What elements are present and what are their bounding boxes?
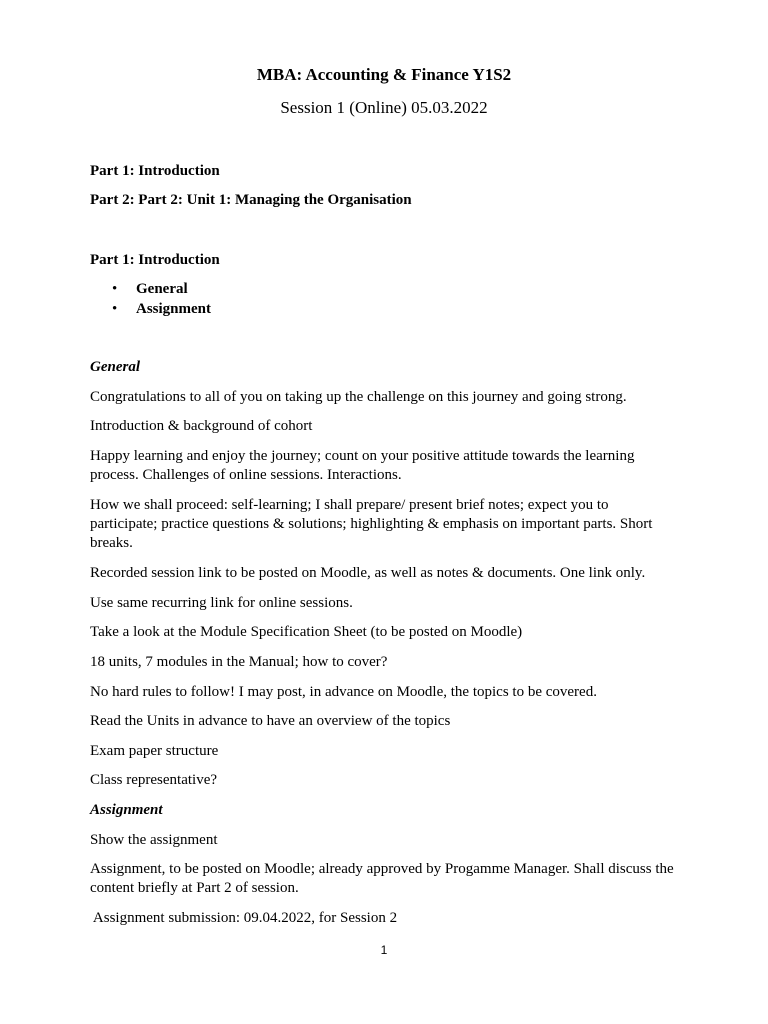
paragraph-line: content briefly at Part 2 of session. (90, 880, 299, 896)
paragraph-line: Class representative? (90, 772, 218, 788)
paragraph-line: Read the Units in advance to have an overview of the topics (90, 713, 451, 729)
paragraph-line: Introduction & background of cohort (90, 418, 313, 434)
assignment-heading: Assignment (90, 802, 163, 818)
paragraph-line: process. Challenges of online sessions. Interactions. (90, 467, 402, 483)
paragraph-line: Happy learning and enjoy the journey; count on your positive attitude towards the learning (90, 448, 635, 464)
paragraph-line: Show the assignment (90, 832, 218, 848)
paragraph-line: participate; practice questions & solutions; highlighting & emphasis on important parts. Short (90, 516, 653, 532)
document-title: MBA: Accounting & Finance Y1S2 (256, 65, 512, 84)
document-subtitle: Session 1 (Online) 05.03.2022 (280, 98, 488, 117)
paragraph-line: Use same recurring link for online sessions. (90, 595, 353, 611)
bullet-icon: • (112, 281, 118, 297)
paragraph-line: Recorded session link to be posted on Moodle, as well as notes & documents. One link only. (90, 565, 646, 581)
bullet-item-assignment (90, 300, 211, 320)
part1-heading: Part 1: Introduction (90, 252, 220, 268)
paragraph-line: breaks. (90, 535, 133, 551)
paragraph-line: Exam paper structure (90, 743, 219, 759)
bullet-label: Assignment (136, 300, 212, 317)
bullet-item-general (90, 280, 211, 300)
bullet-label: General (136, 281, 188, 297)
bullet-icon: • (112, 300, 118, 317)
page-number: 1 (380, 943, 388, 957)
paragraph-line: Congratulations to all of you on taking up the challenge on this journey and going strong. (90, 389, 627, 405)
paragraph-line: 18 units, 7 modules in the Manual; how to cover? (90, 654, 388, 670)
paragraph-line: Assignment submission: 09.04.2022, for Session 2 (90, 910, 398, 926)
outline-item-part1: Part 1: Introduction (90, 163, 220, 179)
paragraph-line: How we shall proceed: self-learning; I shall prepare/ present brief notes; expect you to (90, 497, 609, 513)
general-heading: General (90, 359, 140, 375)
paragraph-line: Take a look at the Module Specification Sheet (to be posted on Moodle) (90, 624, 523, 640)
outline-item-part2: Part 2: Part 2: Unit 1: Managing the Organisation (90, 192, 412, 208)
paragraph-line: Assignment, to be posted on Moodle; already approved by Progamme Manager. Shall discuss the (90, 861, 674, 877)
part1-bullet-list (90, 280, 211, 319)
paragraph-line: No hard rules to follow! I may post, in advance on Moodle, the topics to be covered. (90, 684, 597, 700)
